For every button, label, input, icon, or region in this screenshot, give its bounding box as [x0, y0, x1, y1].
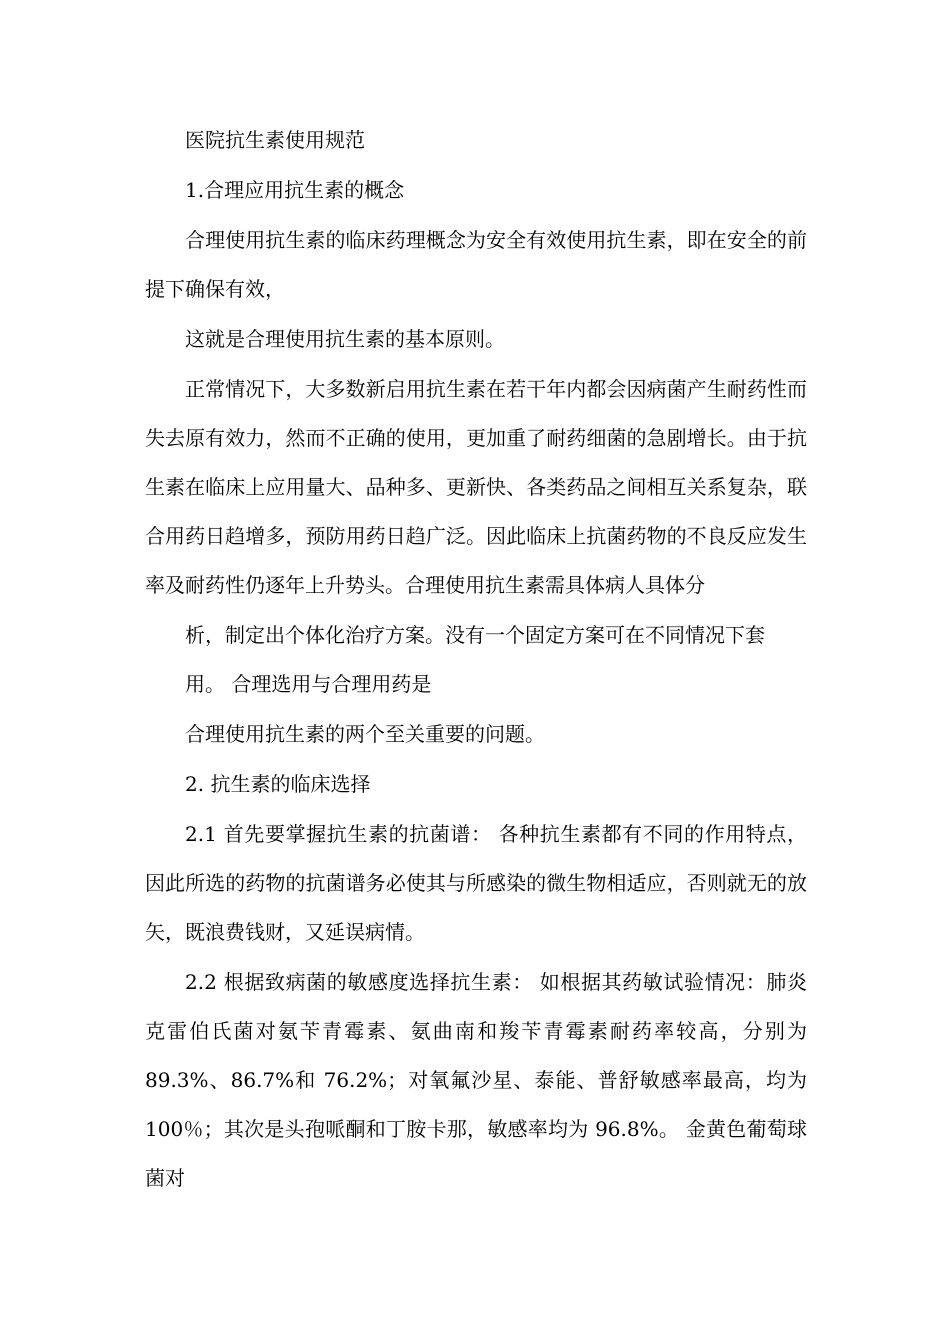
paragraph-individual-plan: 析，制定出个体化治疗方案。没有一个固定方案可在不同情况下套	[185, 623, 765, 647]
paragraph-2-1-spectrum: 2.1 首先要掌握抗生素的抗菌谱： 各种抗生素都有不同的作用特点，因此所选的药物的抗菌谱务必使其与所感染的微生物相适应，否则就无的放矢，既浪费钱财，又延误病情。	[145, 822, 807, 944]
section-heading-1: 1.合理应用抗生素的概念	[185, 178, 405, 202]
paragraph-key-issues: 合理使用抗生素的两个至关重要的问题。	[185, 722, 545, 746]
document-body	[145, 116, 807, 1203]
paragraph-2-2-sensitivity: 2.2 根据致病菌的敏感度选择抗生素： 如根据其药敏试验情况：肺炎克雷伯氏菌对氨苄青霉素、氨曲南和羧苄青霉素耐药率较高，分别为 89.3%、86.7%和 76.2%；对氧氟沙星、泰能、普舒敏感率最高，均为 100％；其次是头孢哌酮和丁胺卡那，敏感率均为 96.8%。 金黄色葡萄球菌对	[145, 970, 807, 1190]
paragraph-principle: 这就是合理使用抗生素的基本原则。	[185, 327, 505, 351]
paragraph-selection-fragment: 用。 合理选用与合理用药是	[185, 672, 432, 696]
document-title: 医院抗生素使用规范	[185, 128, 365, 152]
paragraph-concept: 合理使用抗生素的临床药理概念为安全有效使用抗生素，即在安全的前提下确保有效，	[145, 228, 807, 301]
paragraph-resistance: 正常情况下，大多数新启用抗生素在若干年内都会因病菌产生耐药性而失去原有效力，然而不正确的使用，更加重了耐药细菌的急剧增长。由于抗生素在临床上应用量大、品种多、更新快、各类药品之间相互关系复杂，联合用药日趋增多，预防用药日趋广泛。因此临床上抗菌药物的不良反应发生率及耐药性仍逐年上升势头。合理使用抗生素需具体病人具体分	[145, 377, 807, 597]
section-heading-2: 2. 抗生素的临床选择	[185, 772, 371, 796]
